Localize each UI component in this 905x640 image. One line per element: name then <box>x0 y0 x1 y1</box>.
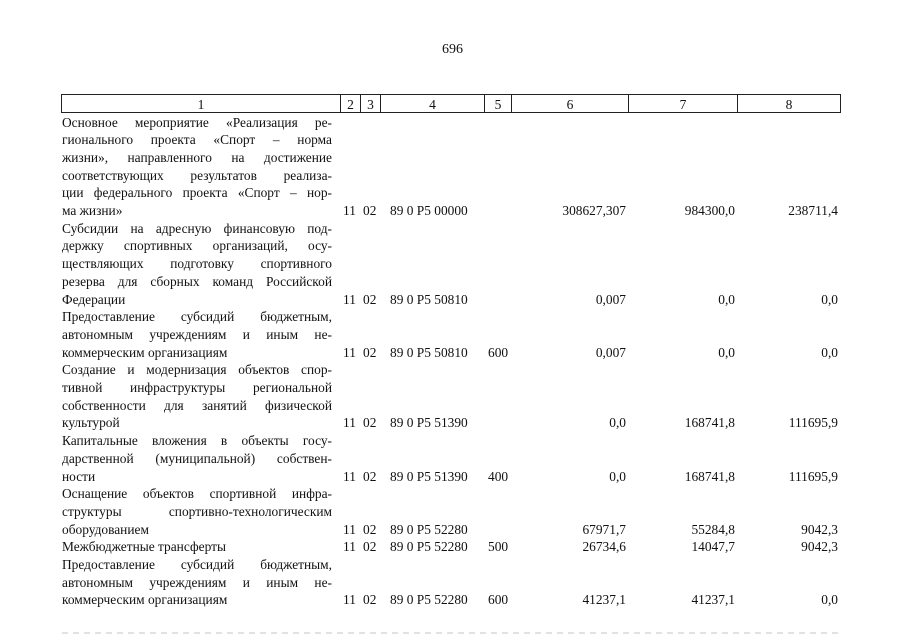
expense-type-code: 500 <box>488 539 509 555</box>
target-item-code: 89 0 P5 50810 <box>390 291 468 307</box>
target-item-code: 89 0 P5 51390 <box>390 468 468 484</box>
expense-type-code: 600 <box>488 592 509 608</box>
amount-col-6: 0,0 <box>609 415 626 431</box>
description-line: Оснащение объектов спортивной инфра- <box>62 486 332 502</box>
header-col-1: 1 <box>62 95 341 112</box>
subsection-code: 02 <box>363 203 377 218</box>
amount-col-7: 0,0 <box>718 344 735 360</box>
row-description <box>62 308 332 361</box>
amount-col-8: 111695,9 <box>788 468 838 484</box>
amount-col-6: 26734,6 <box>582 539 626 555</box>
description-line: культурой <box>62 415 120 431</box>
description-line: Федерации <box>62 291 126 307</box>
amount-col-6: 67971,7 <box>582 521 626 537</box>
header-col-7: 7 <box>629 95 738 112</box>
description-line: автономным учреждениям и иным не- <box>62 574 332 590</box>
description-line: Основное мероприятие «Реализация ре- <box>62 114 332 130</box>
section-code: 11 <box>343 203 356 218</box>
description-line: жизни», направленного на достижение <box>62 149 332 165</box>
subsection-code: 02 <box>363 344 377 360</box>
section-code: 11 <box>343 344 356 360</box>
section-code: 11 <box>343 468 356 484</box>
description-line: коммерческим организациям <box>62 592 228 608</box>
header-col-2: 2 <box>341 95 361 112</box>
expense-type-code: 400 <box>488 468 509 484</box>
description-line: коммерческим организациям <box>62 344 228 360</box>
subsection-code: 02 <box>363 592 377 608</box>
amount-col-7: 55284,8 <box>691 521 735 537</box>
row-description <box>62 432 332 485</box>
description-line: ции федерального проекта «Спорт – нор- <box>62 185 332 201</box>
row-description <box>62 556 332 609</box>
description-line: держку спортивных организаций, осу- <box>62 238 332 254</box>
description-line: собственности для занятий физической <box>62 397 332 413</box>
amount-col-8: 111695,9 <box>788 415 838 431</box>
description-line: резерва для сборных команд Российской <box>62 273 332 289</box>
target-item-code: 89 0 P5 00000 <box>390 203 468 218</box>
header-col-6: 6 <box>512 95 629 112</box>
subsection-code: 02 <box>363 521 377 537</box>
row-description <box>62 220 332 309</box>
amount-col-8: 0,0 <box>821 344 838 360</box>
amount-col-8: 0,0 <box>821 291 838 307</box>
amount-col-8: 9042,3 <box>801 539 838 555</box>
description-line: автономным учреждениям и иным не- <box>62 326 332 342</box>
scan-edge-artifact <box>62 632 842 634</box>
amount-col-6: 308627,307 <box>562 203 626 218</box>
amount-col-6: 0,0 <box>609 468 626 484</box>
amount-col-7: 14047,7 <box>691 539 735 555</box>
description-line: ности <box>62 468 96 484</box>
amount-col-8: 0,0 <box>821 592 838 608</box>
amount-col-6: 0,007 <box>595 344 626 360</box>
description-line: оборудованием <box>62 521 149 537</box>
subsection-code: 02 <box>363 468 377 484</box>
row-description <box>62 361 332 432</box>
description-line: дарственной (муниципальной) собствен- <box>62 450 332 466</box>
section-code: 11 <box>343 415 356 431</box>
description-line: структуры спортивно-технологическим <box>62 503 332 519</box>
amount-col-7: 168741,8 <box>684 468 735 484</box>
header-col-8: 8 <box>785 97 793 112</box>
amount-col-8: 9042,3 <box>801 521 838 537</box>
section-code: 11 <box>343 592 356 608</box>
amount-col-6: 41237,1 <box>582 592 626 608</box>
target-item-code: 89 0 P5 52280 <box>390 592 468 608</box>
section-code: 11 <box>343 521 356 537</box>
subsection-code: 02 <box>363 539 377 555</box>
row-description <box>62 485 332 538</box>
description-line: Капитальные вложения в объекты госу- <box>62 433 332 449</box>
description-line: Субсидии на адресную финансовую под- <box>62 220 332 236</box>
description-line: тивной инфраструктуры региональной <box>62 380 332 395</box>
description-line: ма жизни» <box>62 203 123 219</box>
header-col-3: 3 <box>361 95 381 112</box>
amount-col-7: 0,0 <box>718 291 735 307</box>
header-col-5: 5 <box>485 95 512 112</box>
amount-col-7: 984300,0 <box>684 203 735 218</box>
header-col-4: 4 <box>381 95 485 112</box>
description-line: ществляющих подготовку спортивного <box>62 256 332 272</box>
amount-col-7: 168741,8 <box>684 415 735 431</box>
row-description <box>62 538 332 556</box>
subsection-code: 02 <box>363 291 377 307</box>
amount-col-6: 0,007 <box>595 291 626 307</box>
table-header <box>61 94 841 113</box>
target-item-code: 89 0 P5 52280 <box>390 539 468 555</box>
row-description <box>62 114 332 220</box>
amount-col-7: 41237,1 <box>691 592 735 608</box>
target-item-code: 89 0 P5 50810 <box>390 344 468 360</box>
target-item-code: 89 0 P5 52280 <box>390 521 468 537</box>
description-line: соответствующих результатов реализа- <box>62 167 332 183</box>
target-item-code: 89 0 P5 51390 <box>390 415 468 431</box>
description-line: гионального проекта «Спорт – норма <box>62 132 332 148</box>
page-number: 696 <box>442 42 463 57</box>
description-line: Предоставление субсидий бюджетным, <box>62 309 332 325</box>
amount-col-8: 238711,4 <box>788 203 838 218</box>
description-line: Предоставление субсидий бюджетным, <box>62 557 332 572</box>
section-code: 11 <box>343 291 356 307</box>
description-line: Межбюджетные трансферты <box>62 539 226 555</box>
description-line: Создание и модернизация объектов спор- <box>62 362 332 378</box>
section-code: 11 <box>343 539 356 555</box>
expense-type-code: 600 <box>488 344 509 360</box>
subsection-code: 02 <box>363 415 377 431</box>
